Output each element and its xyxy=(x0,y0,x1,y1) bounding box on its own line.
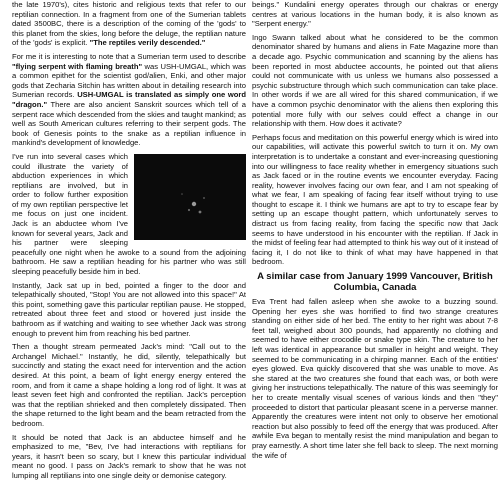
paragraph: For me it is interesting to note that a Sumerian term used to describe "flying serpent with flaming breath" was USH-UMGAL, which was a common epithet for the scientist god/alien, Enki, and other major gods that Zecharia Sitchin has written about in detailing research into Sumerian records. USH-UMGAL is translated as simply one word "dragon." There are also ancient Sanskrit sources which tell of a serpent race which descended from the skies and taught mankind; as well as South American cultures referring to their serpent gods. The book of Genesis points to the snake as a reptilian influence in mankind's development of knowledge. xyxy=(12,51,246,148)
bold-phrase: USH-UMGAL is translated as simply one word "dragon." xyxy=(12,90,246,109)
paragraph: I've run into several cases which could illustrate the variety of abduction experiences in which reptilians are involved, but in order to follow further exposition of my own reptilian perspective let me focus on just one incident. Jack is an abductee whom I've known for several years, Jack and his partner were sleeping peacefully one night when he awoke to a sound from the adjoining bathroom. He saw a reptilian heading for his partner who was still sleeping peacefully beside him in bed. xyxy=(12,151,246,277)
paragraph: beings." Kundalini energy operates through our chakras or energy centres at various locations in the human body, it is also known as "Serpent energy." xyxy=(252,0,498,29)
section-heading: A similar case from January 1999 Vancouver, British Columbia, Canada xyxy=(257,271,493,294)
left-column xyxy=(12,0,246,485)
bold-quote: "The reptiles verily descended." xyxy=(89,38,206,48)
photo-image xyxy=(134,154,246,240)
paragraph: It should be noted that Jack is an abductee himself and he emphasized to me, "Bev, I've had interactions with reptilians for years, it hasn't been so scary, but I knew this particular individual meant no good. I pass on Jack's remark to show that he was not lumping all reptilians into one single deity or demonise category. xyxy=(12,432,246,480)
dark-photo xyxy=(134,154,246,240)
paragraph: Perhaps focus and meditation on this powerful energy which is wired into our capabilities, will activate this powerful switch to turn it on. My own interpretation is to undertake a constant and ever-increasing questioning into our willingness to face reality whether in emergency situations such as Jack faced or in the routine events we encounter everyday. Facing reality, however involves facing our own fear, and I am not speaking of what we fear, I am speaking of facing fear itself without trying to use thought to escape it. I think we humans are apt to try to escape fear by setting up an escape thought pattern, which unfortunately serves to distract us from facing reality, from facing the specific now that Jack seems to have understood in his encounter with the reptilian. If Jack in the midst of feeling fear had attempted to think his way out of it instead of facing it, I do not like to think of what may have happened in that bedroom. xyxy=(252,132,498,267)
bold-phrase: "flying serpent with flaming breath" xyxy=(12,61,143,71)
paragraph: Ingo Swann talked about what he considered to be the common denominator shared by humans and aliens in Fate Magazine more than a decade ago. Psychic communication and scanning by the aliens has been reported in most abductee accounts, he pointed out that aliens could not communicate with us unless we humans also possessed a psychic substructure through which such communication can take place. In other words if we are all wired for this shared communication, if we have a common psychic denominator with the aliens then exploring this potential more fully with our selves could effect a change in our relationship with them. How does it activate? xyxy=(252,32,498,129)
paragraph: Eva Trent had fallen asleep when she awoke to a buzzing sound. Opening her eyes she was horrified to find two strange creatures standing on either side of her bed. The entity to her right was about 7-8 feet tall, weighed about 300 pounds, had apparently no clothing and seemed to have either crocodile or snake type skin. The creature to her left was identical in appearance but smaller in height and weight. They seemed to be communicating in a chirping manner. Each of the entities' eyes glowed. Eva quickly discovered that she was unable to move. As she stared at the two creatures she found that each was, or both were giving her instructions telepathically. The nature of this was seemingly for her to create mentally visual scenes of various kinds and then "they" proceeded to distort that particular pleasant scene in a perverse manner. Apparently the creatures were intent not only to observe her emotional reaction but also possibly to feed off the energy that was produced. After awhile Eva began to mentally resist the mind manipulation and began to pray earnestly. A short time later she fell back to sleep. The next morning the wife of xyxy=(252,297,498,460)
right-column xyxy=(252,0,498,464)
paragraph: the late 1970's), cites historic and religious texts that refer to our reptilian connection. In a fragment from one of the Sumerian tablets dated 3500BC, there is a description of the coming of the 'gods' to this planet from the skies, long before the deluge, the reptilian nature of the 'gods' is explicit. "The reptiles verily descended." xyxy=(12,0,246,48)
paragraph: Instantly, Jack sat up in bed, pointed a finger to the door and telepathically shouted, "Stop! You are not allowed into this space!" At this point, something gave this particular reptilian pause. He stopped, retreated about three feet and stood or hovered just inside the bathroom as if watching and waiting to see whether Jack was strong enough to prevent him from reaching his bed partner. xyxy=(12,280,246,338)
paragraph: Then a thought stream permeated Jack's mind: "Call out to the Archangel Michael." Instantly, he did, silently, telepathically but succinctly and stating the exact need for intervention and the action desired. At this point, a beam of light energy energy entered the room, and from it came a shape holding a long rod of light. It was at least seven feet high and confronted the reptilian. Jack's perception was that the reptilian shrieked and then completely dissipated. Then the shape returned to the light beam and the beam retracted from the bedroom. xyxy=(12,342,246,428)
